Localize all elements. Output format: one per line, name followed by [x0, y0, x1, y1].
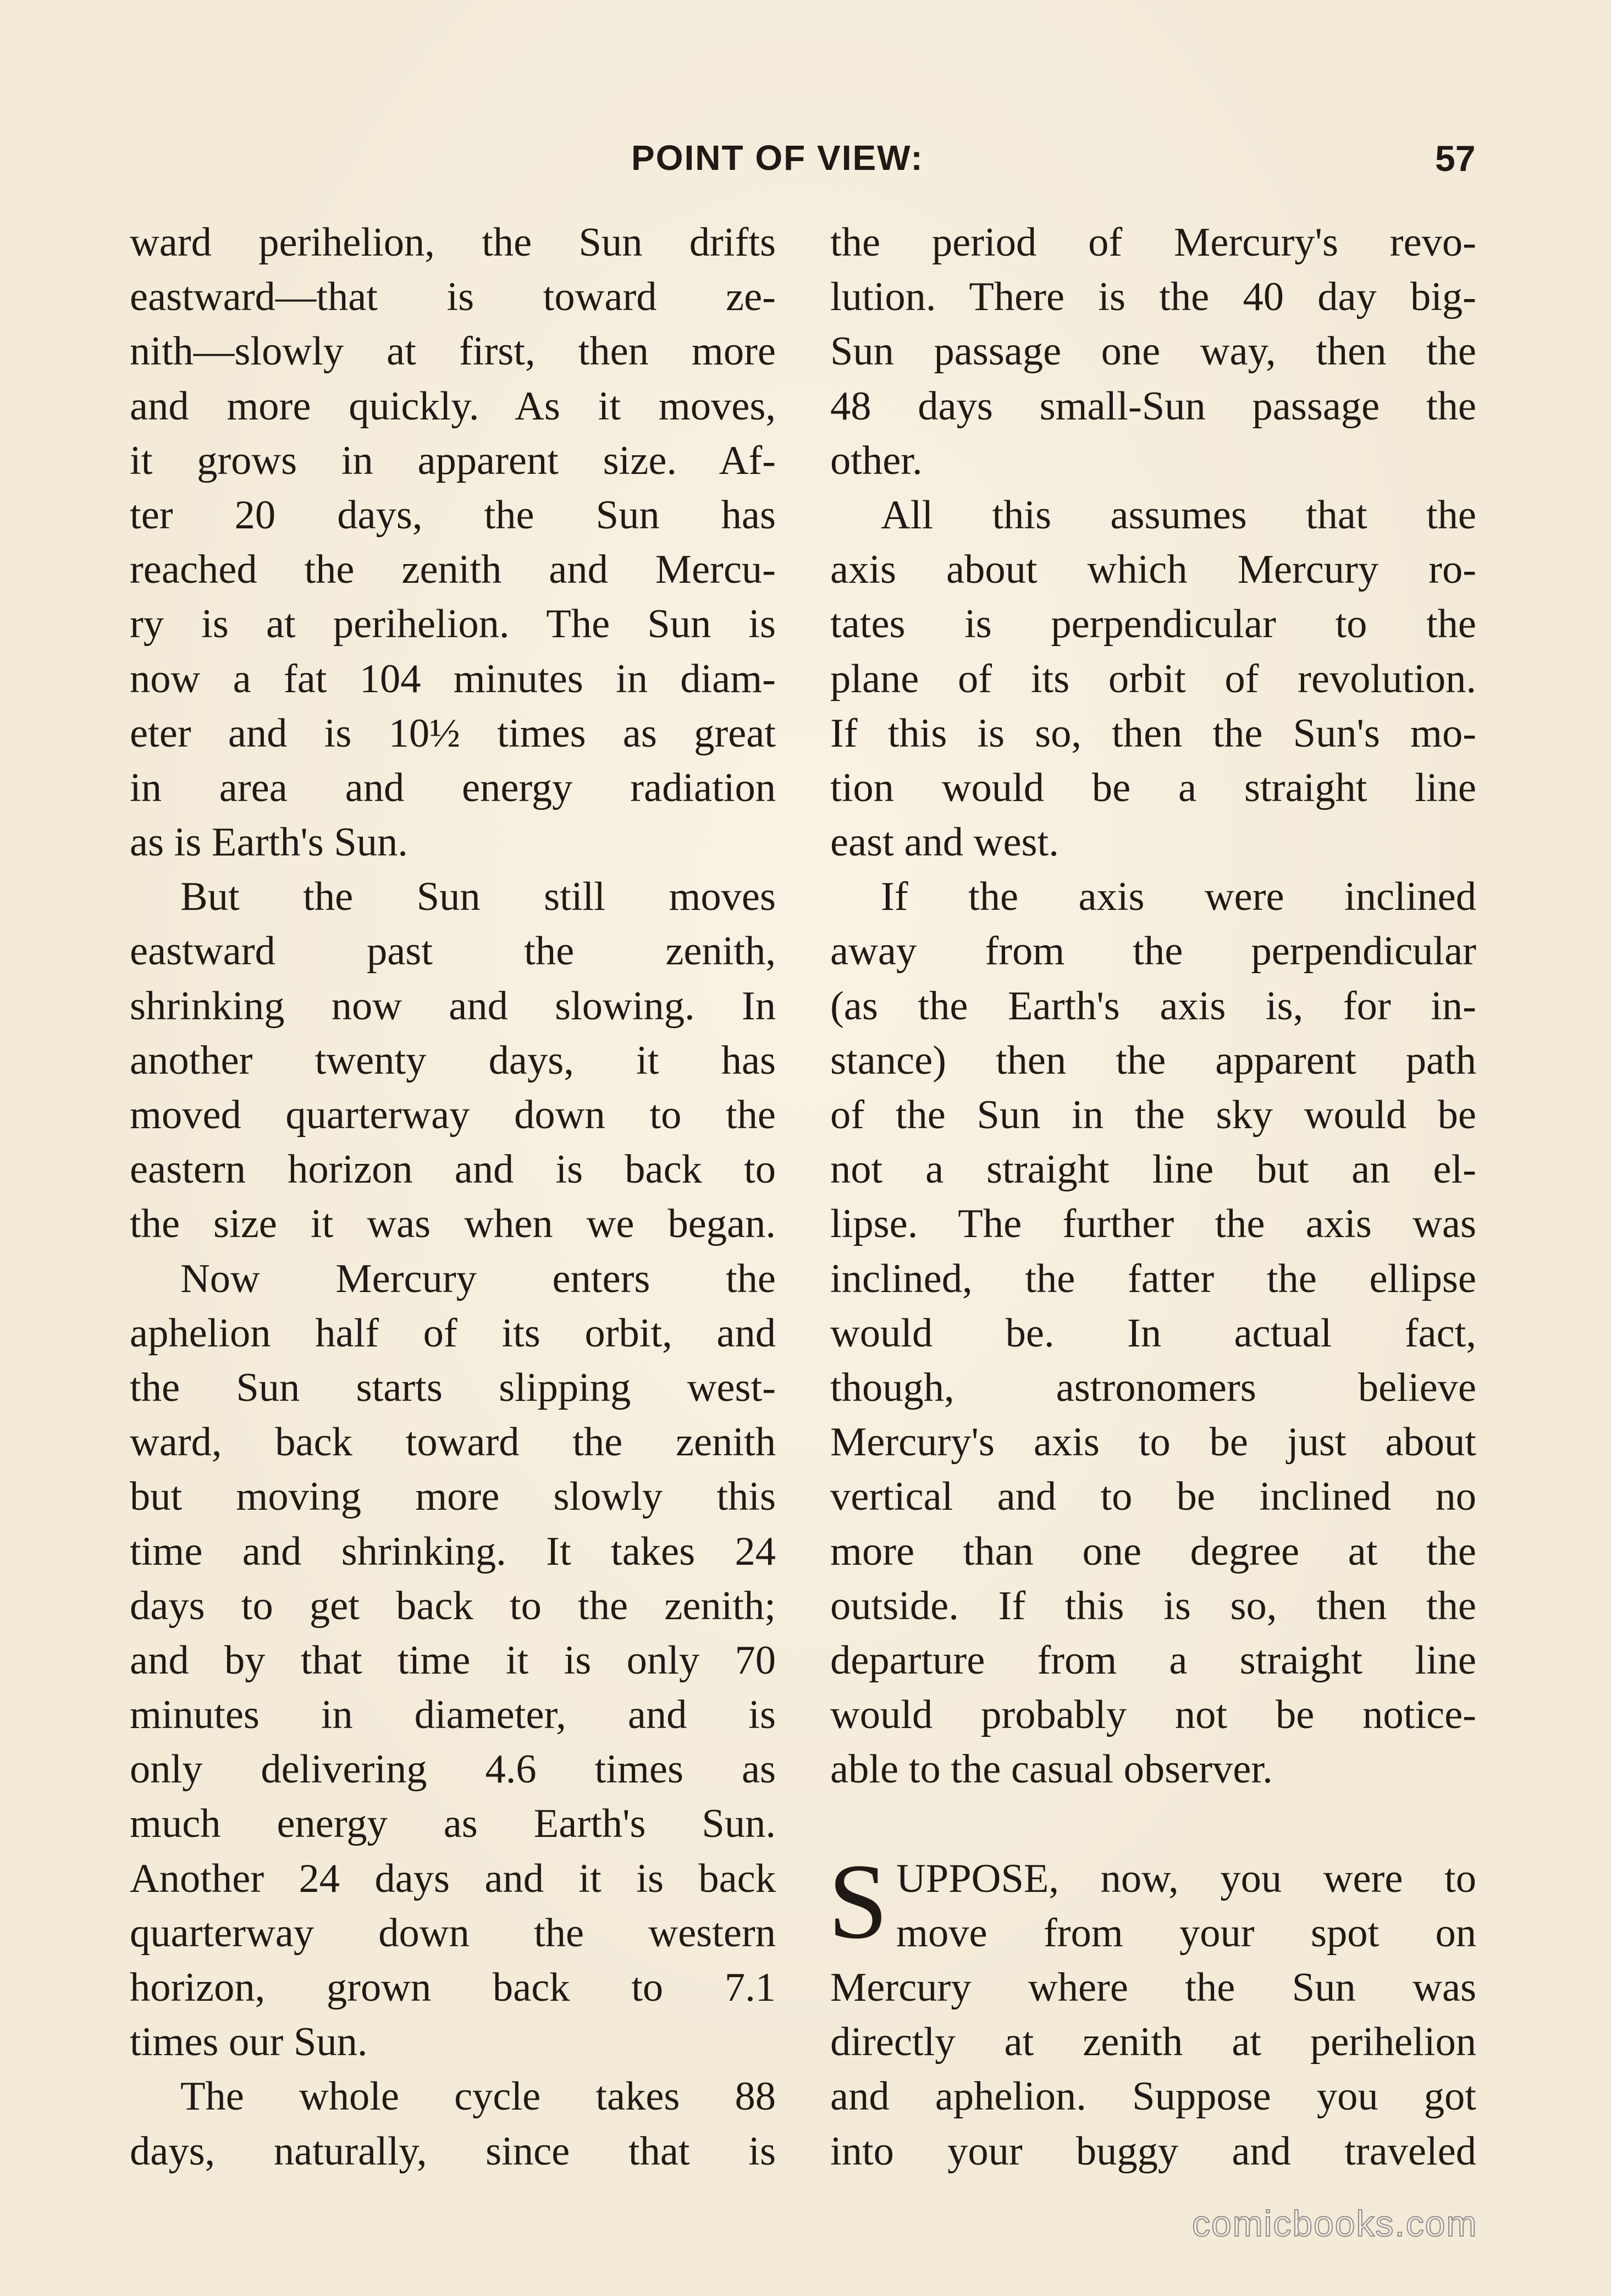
text-line: The whole cycle takes 88: [180, 2074, 776, 2120]
text-line: lipse. The further the axis was: [830, 1201, 1476, 1247]
text-line: stance) then the apparent path: [830, 1037, 1476, 1083]
text-line: ward perihelion, the Sun drifts: [130, 220, 776, 265]
text-line: would be. In actual fact,: [830, 1310, 1476, 1356]
text-line: quarterway down the western: [130, 1910, 776, 1956]
text-line: of the Sun in the sky would be: [830, 1092, 1476, 1138]
page-number: 57: [1435, 138, 1476, 179]
text-line: tates is perpendicular to the: [830, 601, 1476, 647]
text-line: days to get back to the zenith;: [130, 1583, 776, 1629]
text-line: it grows in apparent size. Af-: [130, 438, 776, 483]
text-line: only delivering 4.6 times as: [130, 1747, 776, 1792]
text-line: days, naturally, since that is: [130, 2128, 776, 2174]
text-line: move from your spot on: [896, 1910, 1476, 1956]
section-opening: [828, 1841, 1476, 2179]
text-line: away from the perpendicular: [830, 929, 1476, 974]
text-line: east and west.: [830, 820, 1059, 865]
text-line: but moving more slowly this: [130, 1474, 776, 1520]
text-line: Sun passage one way, then the: [830, 329, 1476, 374]
text-line: If this is so, then the Sun's mo-: [830, 710, 1476, 756]
text-line: If the axis were inclined: [881, 874, 1476, 920]
text-line: inclined, the fatter the ellipse: [830, 1256, 1476, 1301]
text-line: another twenty days, it has: [130, 1037, 776, 1083]
text-line: outside. If this is so, then the: [830, 1583, 1476, 1629]
text-line: minutes in diameter, and is: [130, 1692, 776, 1738]
text-line: reached the zenith and Mercu-: [130, 547, 776, 593]
text-line: into your buggy and traveled: [830, 2128, 1476, 2174]
text-line: aphelion half of its orbit, and: [130, 1310, 776, 1356]
text-line: would probably not be notice-: [830, 1692, 1476, 1738]
text-line: ter 20 days, the Sun has: [130, 492, 776, 538]
text-line: now a fat 104 minutes in diam-: [130, 656, 776, 702]
text-line: shrinking now and slowing. In: [130, 983, 776, 1029]
text-line: horizon, grown back to 7.1: [130, 1965, 776, 2010]
text-line: eastern horizon and is back to: [130, 1147, 776, 1193]
text-line: ward, back toward the zenith: [130, 1420, 776, 1465]
text-line: Now Mercury enters the: [180, 1256, 776, 1301]
text-line: more than one degree at the: [830, 1528, 1476, 1574]
text-line: and aphelion. Suppose you got: [830, 2074, 1476, 2120]
text-line: ry is at perihelion. The Sun is: [130, 601, 776, 647]
left-column: [130, 216, 776, 2179]
text-line: as is Earth's Sun.: [130, 820, 408, 865]
text-line: able to the casual observer.: [830, 1747, 1273, 1792]
text-line: though, astronomers believe: [830, 1365, 1476, 1410]
text-line: eastward past the zenith,: [130, 929, 776, 974]
text-line: nith—slowly at first, then more: [130, 329, 776, 374]
text-line: in area and energy radiation: [130, 765, 776, 810]
text-line: eter and is 10½ times as great: [130, 710, 776, 756]
text-line: tion would be a straight line: [830, 765, 1476, 810]
site-watermark: comicbooks.com: [1192, 2203, 1478, 2244]
text-line: vertical and to be inclined no: [830, 1474, 1476, 1520]
text-line: All this assumes that the: [881, 492, 1476, 538]
text-line: axis about which Mercury ro-: [830, 547, 1476, 593]
section-break: [830, 1797, 1476, 1851]
text-line: time and shrinking. It takes 24: [130, 1528, 776, 1574]
text-line: not a straight line but an el-: [830, 1147, 1476, 1193]
text-line: Mercury where the Sun was: [830, 1965, 1476, 2010]
text-line: Another 24 days and it is back: [130, 1856, 776, 1901]
running-head: [0, 137, 1611, 187]
text-line: times our Sun.: [130, 2019, 368, 2065]
text-line: the size it was when we began.: [130, 1201, 776, 1247]
text-line: and by that time it is only 70: [130, 1637, 776, 1683]
text-line: moved quarterway down to the: [130, 1092, 776, 1138]
drop-cap: S: [828, 1841, 889, 1961]
text-line: and more quickly. As it moves,: [130, 383, 776, 429]
text-line: other.: [830, 438, 923, 483]
text-line: (as the Earth's axis is, for in-: [830, 983, 1476, 1029]
text-line: much energy as Earth's Sun.: [130, 1801, 776, 1847]
right-column: [830, 216, 1476, 2179]
text-line: eastward—that is toward ze-: [130, 274, 776, 320]
text-line: 48 days small-Sun passage the: [830, 383, 1476, 429]
text-line: departure from a straight line: [830, 1637, 1476, 1683]
text-line: Mercury's axis to be just about: [830, 1420, 1476, 1465]
running-title: POINT OF VIEW:: [631, 138, 924, 178]
text-line: But the Sun still moves: [180, 874, 776, 920]
text-line: the Sun starts slipping west-: [130, 1365, 776, 1410]
text-line: lution. There is the 40 day big-: [830, 274, 1476, 320]
text-line: the period of Mercury's revo-: [830, 220, 1476, 265]
text-line: UPPOSE, now, you were to: [896, 1856, 1476, 1901]
text-line: plane of its orbit of revolution.: [830, 656, 1476, 702]
text-line: directly at zenith at perihelion: [830, 2019, 1476, 2065]
